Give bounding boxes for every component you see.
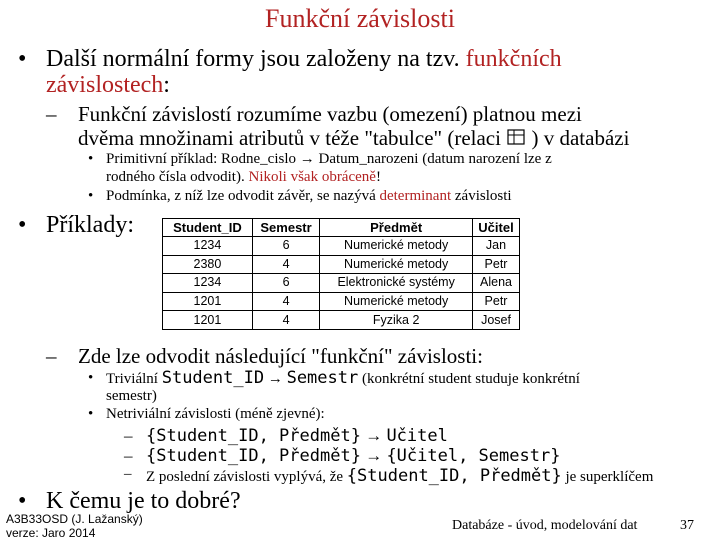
table-row xyxy=(163,311,520,330)
determinant-line xyxy=(106,188,512,205)
table-cell: 6 xyxy=(252,237,319,256)
bullet-1-text: Další normální formy jsou založeny na tzv. xyxy=(46,46,466,72)
table-cell: 2380 xyxy=(163,255,253,274)
bullet-dot: • xyxy=(88,406,94,422)
term-highlight: funkčních xyxy=(465,46,562,72)
arrow-icon: → xyxy=(267,371,283,387)
trivial-line-2: semestr) xyxy=(106,388,157,404)
sub-bullet-text: dvěma množinami atributů v téže "tabulce" (relaci xyxy=(78,126,501,150)
table-cell: Elektronické systémy xyxy=(320,274,473,293)
superkey-text: je superklíčem xyxy=(561,469,654,485)
table-row xyxy=(163,255,520,274)
table-cell: Jan xyxy=(473,237,520,256)
bullet-dot: • xyxy=(18,488,27,514)
bullet-dot: • xyxy=(88,188,94,204)
arrow-icon: → xyxy=(365,426,383,445)
table-cell: Fyzika 2 xyxy=(320,311,473,330)
example-text: Primitivní příklad: Rodne_cislo xyxy=(106,151,296,167)
page-number: 37 xyxy=(680,518,694,533)
attribute-set: {Student_ID, Předmět} xyxy=(146,446,361,466)
column-header: Předmět xyxy=(320,219,473,237)
table-header-row xyxy=(163,219,520,237)
example-text: rodného čísla odvodit). xyxy=(106,169,249,185)
determinant-text: Podmínka, z níž lze odvodit závěr, se nazývá xyxy=(106,188,380,204)
dash-marker: – xyxy=(124,426,133,445)
table-row xyxy=(163,274,520,293)
table-cell: 4 xyxy=(252,255,319,274)
attribute-set: {Učitel, Semestr} xyxy=(386,446,561,466)
attribute-name: Student_ID xyxy=(161,368,265,388)
term-highlight: Nikoli však obráceně xyxy=(248,169,376,185)
dash-marker: – xyxy=(46,344,57,368)
example-text: ! xyxy=(375,169,381,185)
determinant-text: závislosti xyxy=(451,188,512,204)
table-cell: 4 xyxy=(252,311,319,330)
table-cell: Numerické metody xyxy=(320,292,473,311)
sub-bullet-line-1: Funkční závislostí rozumíme vazbu (omezení) platnou mezi xyxy=(78,102,582,126)
footer-author xyxy=(6,512,143,540)
relation-icon xyxy=(506,128,526,148)
dependency-2 xyxy=(146,446,560,466)
attribute-name: Semestr xyxy=(286,368,359,388)
bullet-1-line-1 xyxy=(46,46,562,73)
term-highlight: determinant xyxy=(379,188,452,204)
attribute-name: Učitel xyxy=(386,426,448,446)
table-cell: 4 xyxy=(252,292,319,311)
table-row xyxy=(163,292,520,311)
bullet-dot: • xyxy=(18,46,27,72)
bullet-dot: • xyxy=(88,370,94,386)
attribute-set: {Student_ID, Předmět} xyxy=(346,466,562,486)
trivial-dependency-line xyxy=(106,368,580,388)
table-cell: Petr xyxy=(473,255,520,274)
superkey-note xyxy=(146,466,653,486)
dash-marker: – xyxy=(46,102,57,126)
footer-course: A3B33OSD (J. Lažanský) xyxy=(6,512,143,526)
nontrivial-label: Netriviální závislosti (méně zjevné): xyxy=(106,406,325,422)
trivial-text: Triviální xyxy=(106,371,162,387)
derivation-intro: Zde lze odvodit následující "funkční" závislosti: xyxy=(78,344,483,368)
sub-bullet-line-2 xyxy=(78,126,629,151)
question-text: K čemu je to dobré? xyxy=(46,488,241,514)
table-cell: 1234 xyxy=(163,237,253,256)
trivial-text: (konkrétní student studuje konkrétní xyxy=(358,371,580,387)
table-cell: 1201 xyxy=(163,311,253,330)
column-header: Semestr xyxy=(252,219,319,237)
table-cell: 6 xyxy=(252,274,319,293)
bullet-1-line-2 xyxy=(46,72,170,99)
table-cell: Josef xyxy=(473,311,520,330)
footer-version: verze: Jaro 2014 xyxy=(6,526,96,540)
example-table xyxy=(162,218,520,330)
bullet-dot: • xyxy=(18,212,27,238)
dependency-1 xyxy=(146,426,448,446)
slide-title: Funkční závislosti xyxy=(265,4,455,33)
superkey-text: Z poslední závislosti vyplývá, že xyxy=(146,469,347,485)
column-header: Učitel xyxy=(473,219,520,237)
attribute-set: {Student_ID, Předmět} xyxy=(146,426,361,446)
table-cell: Numerické metody xyxy=(320,237,473,256)
dash-marker: – xyxy=(124,466,132,482)
arrow-icon: → xyxy=(299,151,315,167)
table-cell: Petr xyxy=(473,292,520,311)
example-text: Datum_narozeni (datum narození lze z xyxy=(318,151,552,167)
examples-label: Příklady: xyxy=(46,212,134,238)
term-highlight: závislostech xyxy=(46,72,164,98)
table-cell: Alena xyxy=(473,274,520,293)
table-cell: 1201 xyxy=(163,292,253,311)
example-line-2 xyxy=(106,169,381,186)
arrow-icon: → xyxy=(365,446,383,465)
sub-bullet-text: ) v databázi xyxy=(531,126,630,150)
example-line-1 xyxy=(106,151,552,168)
bullet-1-text: : xyxy=(163,72,170,98)
column-header: Student_ID xyxy=(163,219,253,237)
dash-marker: – xyxy=(124,446,133,465)
table-cell: 1234 xyxy=(163,274,253,293)
footer-topic: Databáze - úvod, modelování dat xyxy=(452,518,638,533)
table-cell: Numerické metody xyxy=(320,255,473,274)
table-row xyxy=(163,237,520,256)
bullet-dot: • xyxy=(88,151,94,167)
